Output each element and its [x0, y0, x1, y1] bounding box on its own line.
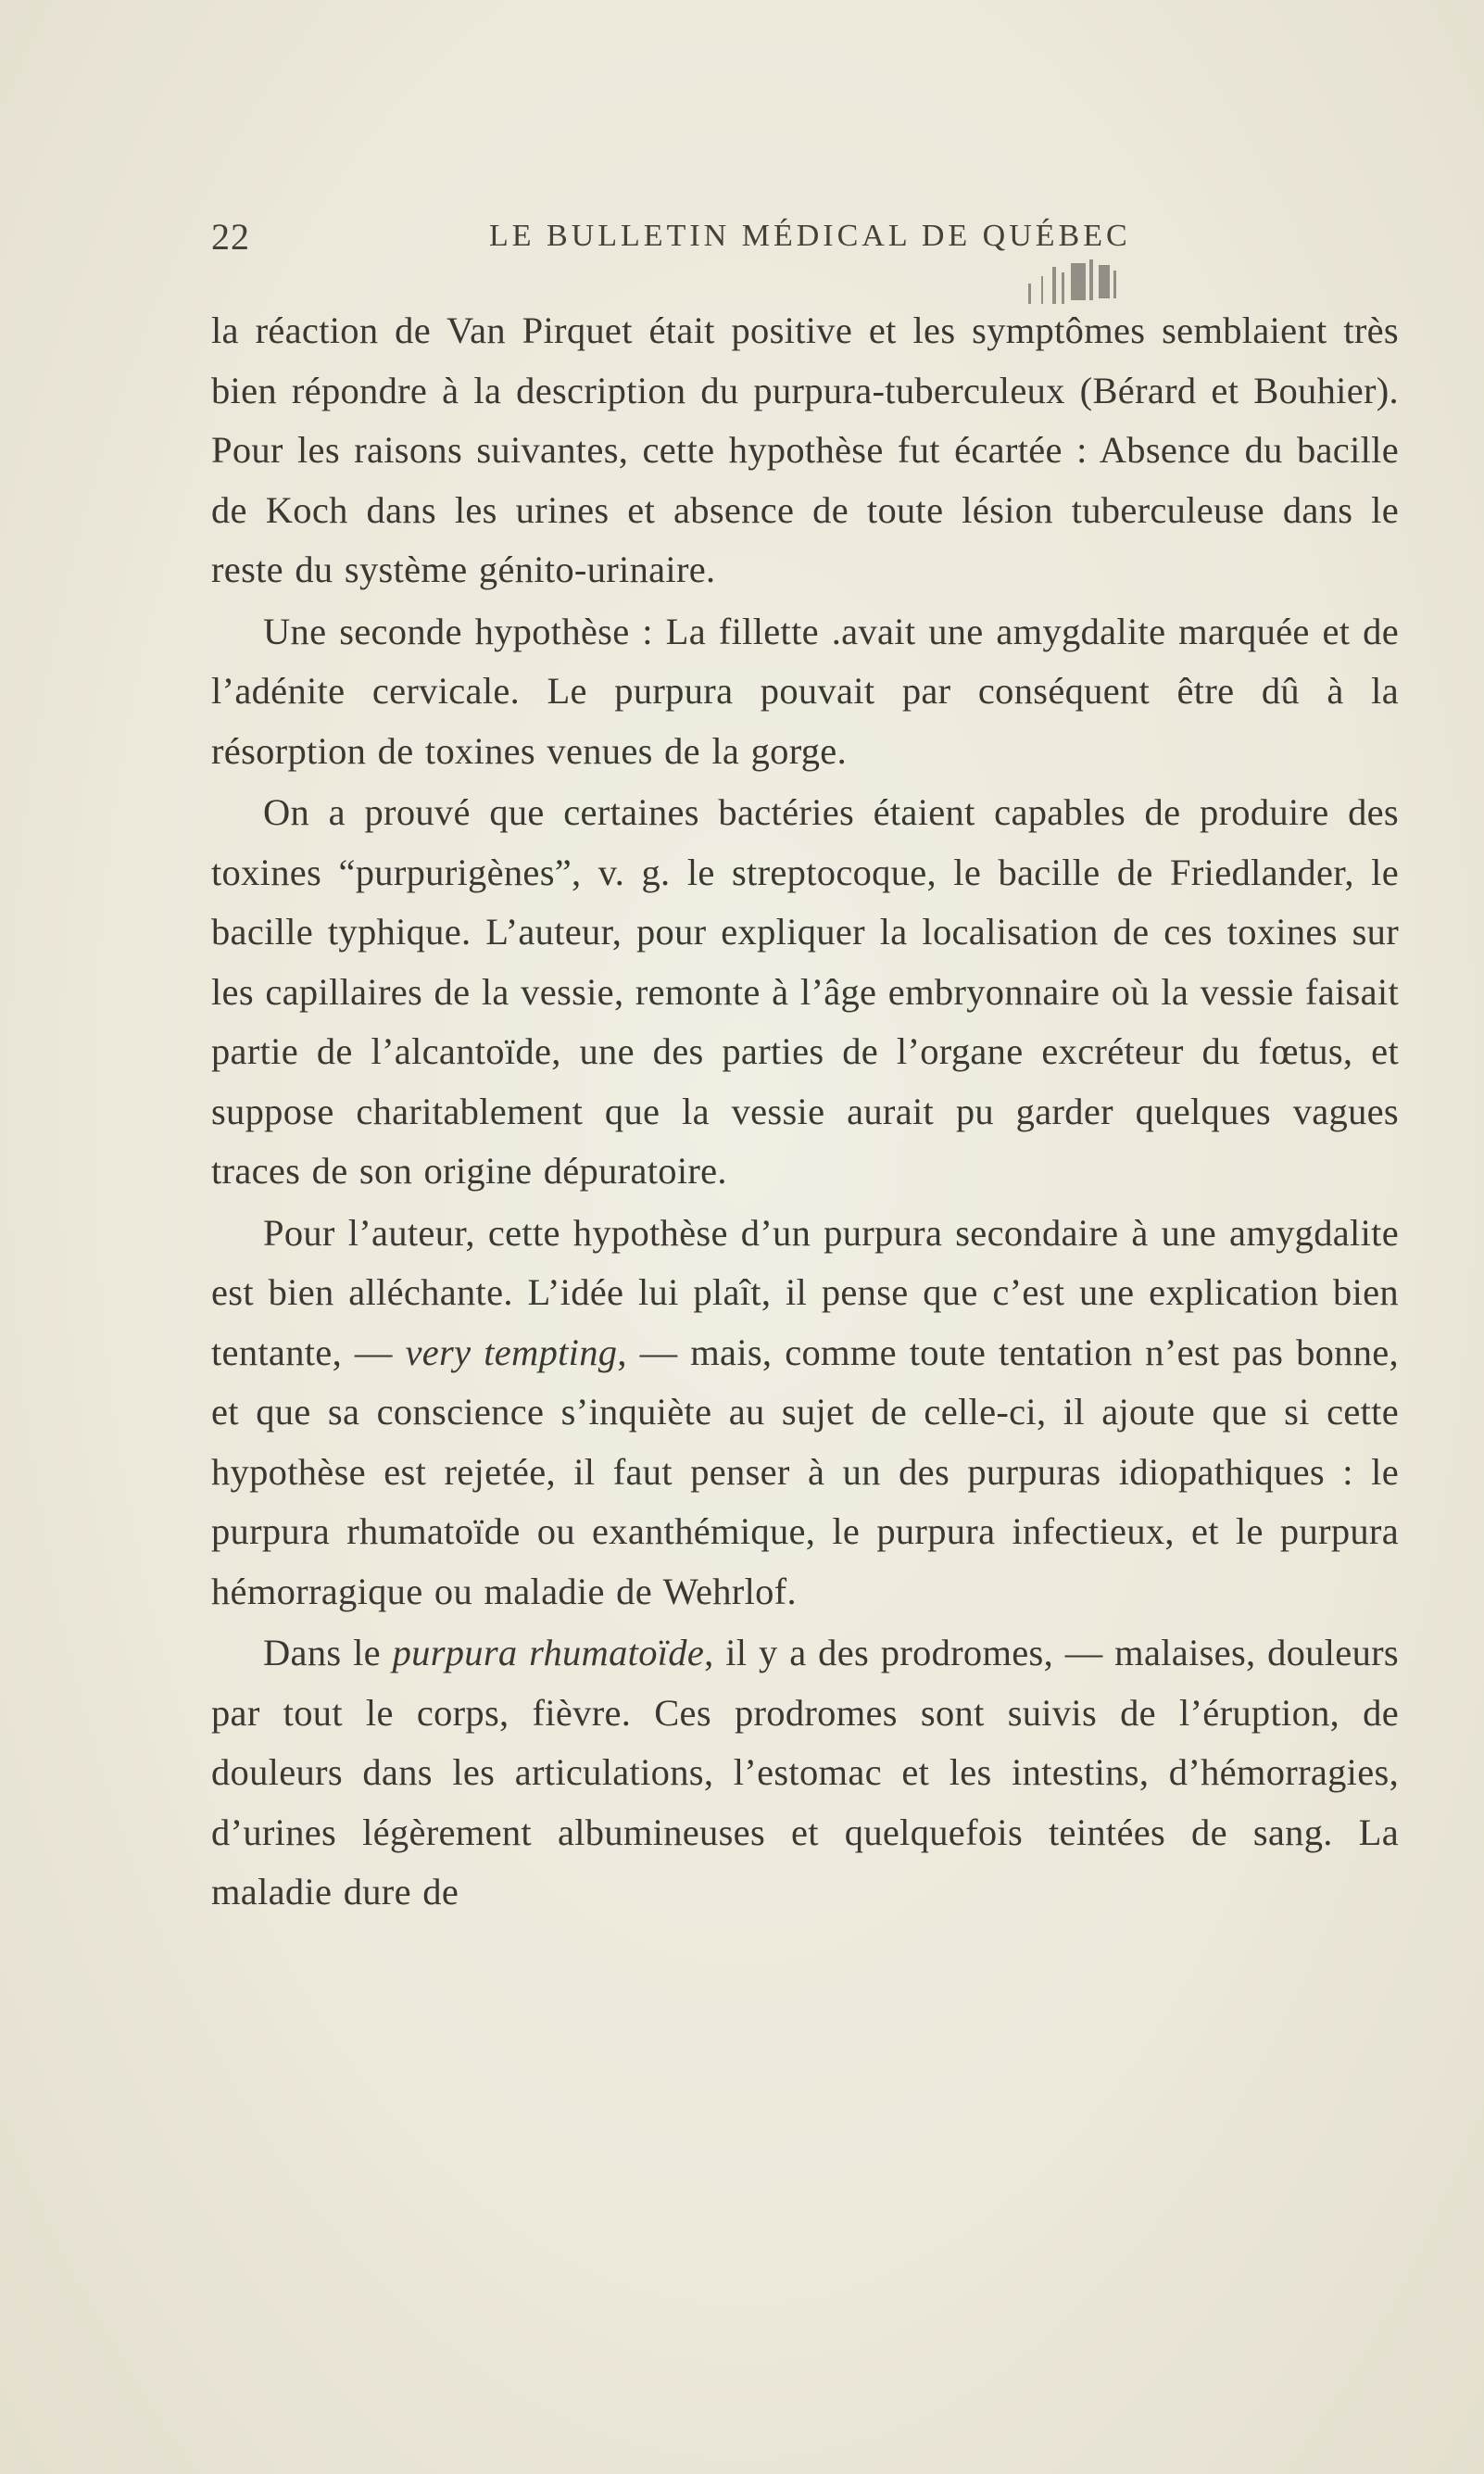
running-title: LE BULLETIN MÉDICAL DE QUÉBEC	[489, 219, 1131, 253]
paragraph-2: Une seconde hypothèse : La fillette .avait une amygdalite marquée et de l’adénite cervicale. Le purpura pouvait par conséquent être dû à la résorption de toxines venues de la gorge.	[211, 610, 1399, 772]
paragraph-4-italic-phrase: very tempting	[405, 1331, 618, 1373]
paragraph-4-text-end: , — mais, comme toute tentation n’est pas bonne, et que sa conscience s’inquiète au sujet de celle-ci, il ajoute que si cette hypothèse est rejetée, il faut penser à un des purpuras idiopathiques : le purpura rhumatoïde ou exanthémique, le purpura infectieux, et le purpura hémorragique ou maladie de Wehrlof.	[211, 1331, 1399, 1612]
paragraph-5	[211, 1623, 1399, 1923]
paragraph-5-text-start: Dans le	[263, 1632, 393, 1673]
paragraph-1: la réaction de Van Pirquet était positive et les symptômes semblaient très bien répondre à la description du purpura-tuberculeux (Bérard et Bouhier). Pour les raisons suivantes, cette hypothèse fut écartée : Absence du bacille de Koch dans les urines et absence de toute lésion tuberculeuse dans le reste du système génito-urinaire.	[211, 309, 1399, 590]
paragraph-3: On a prouvé que certaines bactéries étaient capables de produire des toxines “purpurigènes”, v. g. le streptocoque, le bacille de Friedlander, le bacille typhique. L’auteur, pour expliquer la localisation de ces toxines sur les capillaires de la vessie, remonte à l’âge embryonnaire où la vessie faisait partie de l’alcantoïde, une des parties de l’organe excréteur du fœtus, et suppose charitablement que la vessie aurait pu garder quelques vagues traces de son origine dépuratoire.	[211, 791, 1399, 1192]
body-text	[211, 301, 1399, 1925]
paragraph-4	[211, 1204, 1399, 1622]
page-number: 22	[211, 216, 250, 258]
paragraph-4-text-start: Pour l’auteur, cette hypothèse d’un purpura secondaire à une amygdalite est bien alléchante. L’idée lui plaît, il pense que c’est une explication bien tentante, —	[211, 1211, 1399, 1373]
paragraph-5-text-end: , il y a des prodromes, — malaises, douleurs par tout le corps, fièvre. Ces prodromes sont suivis de l’éruption, de douleurs dans les articulations, l’estomac et les intestins, d’hémorragies, d’urines légèrement albumineuses et quelquefois teintées de sang. La maladie dure de	[211, 1632, 1399, 1912]
paragraph-5-italic-phrase: purpura rhumatoïde	[392, 1632, 705, 1673]
page-header	[211, 215, 1399, 261]
